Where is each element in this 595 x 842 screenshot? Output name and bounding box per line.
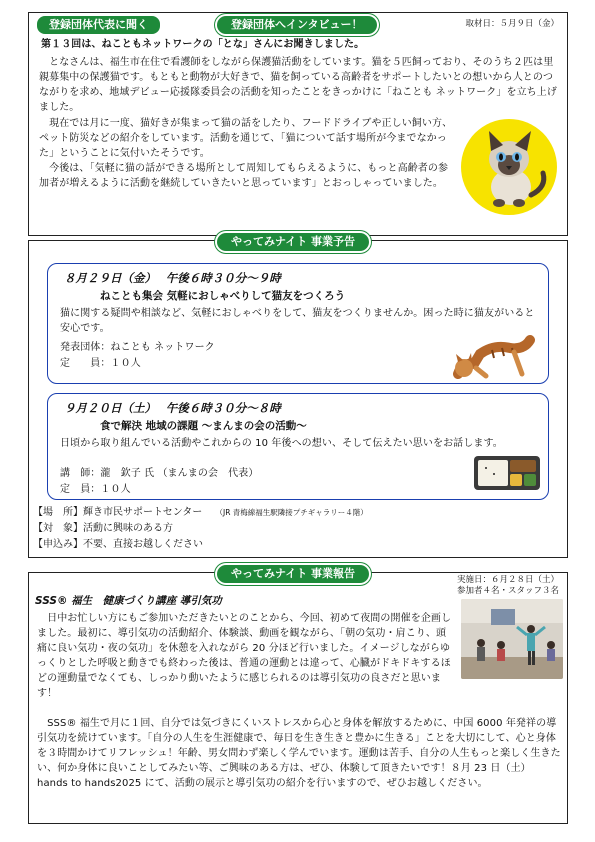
event-organizer: 発表団体：ねことも ネットワーク bbox=[60, 342, 215, 353]
interview-date: 取材日：５月９日（金） bbox=[465, 19, 559, 29]
report-body bbox=[37, 611, 455, 701]
report-section bbox=[28, 567, 568, 824]
event-capacity: 定 員：１０人 bbox=[60, 484, 131, 495]
target-label: 【対 象】 bbox=[33, 523, 83, 534]
interview-heading: 登録団体へインタビュー！ bbox=[217, 16, 377, 34]
interview-body-2 bbox=[39, 116, 457, 191]
apply-row bbox=[33, 537, 203, 552]
siamese-cat-icon bbox=[459, 117, 559, 217]
report-participants: 参加者４名・スタッフ３名 bbox=[456, 586, 559, 596]
event-title: ねことも集会 気軽におしゃべりして猫友をつくろう bbox=[100, 290, 346, 302]
event-capacity: 定 員：１０人 bbox=[60, 358, 141, 369]
apply-label: 【申込み】 bbox=[33, 539, 83, 550]
report-paragraph: 日中お忙しい方にもご参加いただきたいとのことから、今回、初めて夜間の開催を企画しました。最初に、導引気功の活動紹介、体験談、動画を観ながら、「朝の気功・肩こり、頭痛に良い気功・夜の気功」を休憩を入れながら 20 分ほど行いました。イメージしながらゆっくりとした呼吸と動きでも終わった後は、普通の運動とは違って、心臓がドキドキするほどの運動量でなくても、しっかり動いたように感じられるのは導引気功の良さだと思います！ bbox=[37, 613, 452, 699]
report-title: SSS® 福生 健康づくり講座 導引気功 bbox=[35, 595, 222, 607]
interview-tag: 登録団体代表に聞く bbox=[37, 16, 160, 34]
interview-paragraph: 現在では月に一度、猫好きが集まって猫の話をしたり、フードドライブや正しい飼い方、ペット防災などの紹介をしています。活動を通じて、「猫について話す場所が今までなかった」ということに気付いたそうです。 bbox=[39, 118, 453, 159]
report-heading: やってみナイト 事業報告 bbox=[217, 565, 369, 583]
interview-section bbox=[28, 12, 568, 236]
venue-label: 【場 所】 bbox=[33, 507, 83, 518]
preview-section bbox=[28, 235, 568, 558]
exercise-class-photo-icon bbox=[461, 599, 563, 679]
venue-value: 輝き市民サポートセンター bbox=[83, 507, 203, 518]
event-description: 日頃から取り組んでいる活動やこれからの 10 年後への想い、そして伝えたい思いをお話します。 bbox=[60, 438, 503, 449]
class-photo bbox=[461, 599, 563, 679]
preview-heading: やってみナイト 事業予告 bbox=[217, 233, 369, 251]
report-paragraph: SSS® 福生で月に１回、自分では気づきにくいストレスから心と身体を解放するために、中国 6000 年発祥の導引気功を続けています。「自分の人生を生涯健康で、毎日を生き生きと豊かに生きる」ことを大切にして、心と身体を３時間かけてリフレッシュ！年齢、男女問わず楽しく学んでいます。運動は苦手、自分の人生もっと楽しく生きたい、何か身体に良いことしてみたい等、ご興味のある方は、ぜひ、体験して頂きたいです！８月 23 日（土）hands to hands2025 にて、活動の展示と導引気功の紹介を行いますので、ぜひお越しください。 bbox=[37, 718, 561, 789]
venue-note: （JR 青梅線福生駅隣接プチギャラリー４階） bbox=[215, 508, 368, 517]
cat-photo bbox=[459, 117, 559, 217]
event-datetime: ９月２０日（土） 午後６時３０分～８時 bbox=[64, 401, 281, 415]
event-lecturer: 講 師：瀧 欽子 氏 （まんまの会 代表） bbox=[60, 468, 259, 479]
apply-value: 不要、直接お越しください bbox=[83, 539, 203, 550]
event-title: 食で解決 地域の課題 ～まんまの会の活動～ bbox=[100, 420, 307, 432]
report-body-2 bbox=[37, 716, 561, 791]
event-description: 猫に関する疑問や相談など、気軽におしゃべりをして、猫友をつくりませんか。困った時に猫友がいると安心です。 bbox=[60, 308, 535, 334]
bento-box-icon bbox=[472, 452, 542, 494]
interview-body bbox=[39, 55, 559, 115]
event-card-2 bbox=[47, 393, 549, 500]
report-date: 実施日：６月２８日（土） bbox=[456, 575, 559, 585]
event-datetime: ８月２９日（金） 午後６時３０分～９時 bbox=[64, 271, 281, 285]
event-card-1 bbox=[47, 263, 549, 384]
target-value: 活動に興味のある方 bbox=[83, 523, 173, 534]
target-row bbox=[33, 521, 173, 536]
stretching-cat-icon bbox=[452, 334, 542, 380]
interview-paragraph: 今後は、「気軽に猫の話ができる場所として周知してもらえるように、もっと高齢者の参加者が増えるように活動を継続していきたいと思っています」とおっしゃっていました。 bbox=[39, 163, 449, 189]
interview-lead: 第１３回は、ねこともネットワークの「とな」さんにお聞きしました。 bbox=[41, 39, 365, 50]
venue-row bbox=[33, 505, 368, 520]
interview-paragraph: となさんは、福生市在住で看護師をしながら保護猫活動をしています。猫を５匹飼っており、そのうち２匹は里親募集中の保護猫です。もともと動物が大好きで、猫を飼っている高齢者をサポートしたいとの想いから人とのつながりを求め、地域デビュー応援隊委員会の活動を知ったことをきっかけに「ねことも ネットワーク」を立ち上げました。 bbox=[39, 57, 557, 113]
